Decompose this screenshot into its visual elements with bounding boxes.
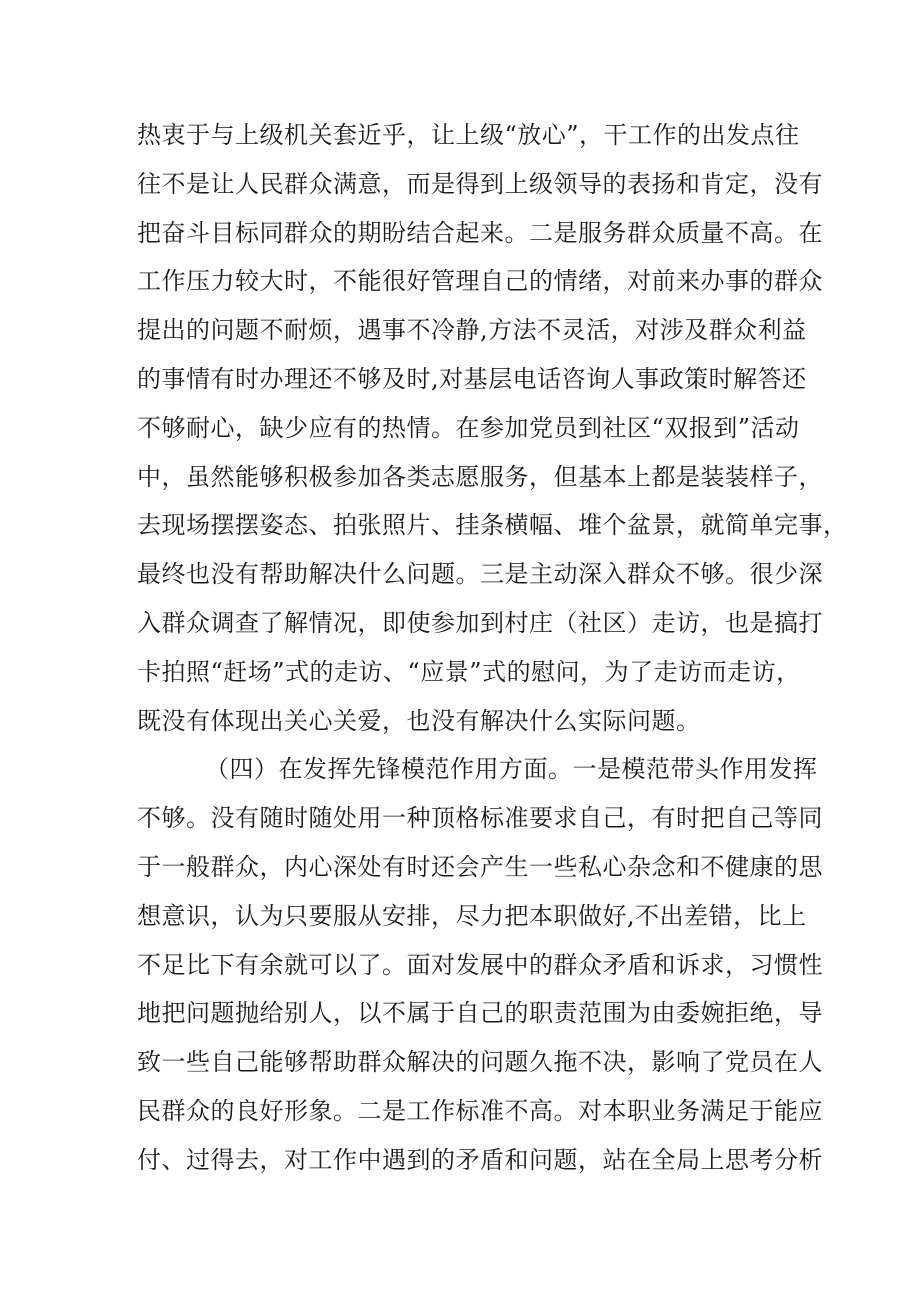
text-line: 工作压力较大时，不能很好管理自己的情绪，对前来办事的群众 [137, 267, 823, 296]
text-line: 往不是让人民群众满意，而是得到上级领导的表扬和肯定，没有 [137, 169, 823, 198]
text-line: 民群众的良好形象。二是工作标准不高。对本职业务满足于能应 [137, 1096, 823, 1125]
text-line: 地把问题抛给别人，以不属于自己的职责范围为由委婉拒绝，导 [137, 999, 823, 1028]
text-line: 中，虽然能够积极参加各类志愿服务，但基本上都是装装样子， [137, 462, 823, 491]
text-line: 去现场摆摆姿态、拍张照片、挂条横幅、堆个盆景，就简单完事， [137, 511, 848, 540]
text-line: 卡拍照“赶场”式的走访、“应景”式的慰问，为了走访而走访， [137, 657, 801, 686]
text-line: 把奋斗目标同群众的期盼结合起来。二是服务群众质量不高。在 [137, 218, 823, 247]
text-line: 入群众调查了解情况，即使参加到村庄（社区）走访，也是搞打 [137, 608, 823, 637]
paragraph-end-line: 既没有体现出关心关爱，也没有解决什么实际问题。 [137, 706, 701, 735]
text-line: 不够耐心，缺少应有的热情。在参加党员到社区“双报到”活动 [137, 413, 800, 442]
text-line: 提出的问题不耐烦，遇事不冷静,方法不灵活，对涉及群众利益 [137, 316, 807, 345]
document-body [137, 111, 848, 1185]
text-line: 付、过得去，对工作中遇到的矛盾和问题，站在全局上思考分析 [137, 1145, 823, 1174]
text-line: 想意识，认为只要服从安排，尽力把本职做好,不出差错，比上 [137, 901, 807, 930]
text-line: 最终也没有帮助解决什么问题。三是主动深入群众不够。很少深 [137, 560, 823, 589]
section-heading-line: （四）在发挥先锋模范作用方面。一是模范带头作用发挥 [205, 755, 818, 784]
text-line: 热衷于与上级机关套近乎，让上级“放心”，干工作的出发点往 [137, 121, 800, 149]
text-line: 的事情有时办理还不够及时,对基层电话咨询人事政策时解答还 [137, 364, 807, 393]
text-line: 不够。没有随时随处用一种顶格标准要求自己，有时把自己等同 [137, 804, 823, 833]
text-line: 于一般群众，内心深处有时还会产生一些私心杂念和不健康的思 [137, 852, 823, 881]
text-line: 致一些自己能够帮助群众解决的问题久拖不决，影响了党员在人 [137, 1048, 823, 1077]
text-line: 不足比下有余就可以了。面对发展中的群众矛盾和诉求，习惯性 [137, 950, 823, 979]
